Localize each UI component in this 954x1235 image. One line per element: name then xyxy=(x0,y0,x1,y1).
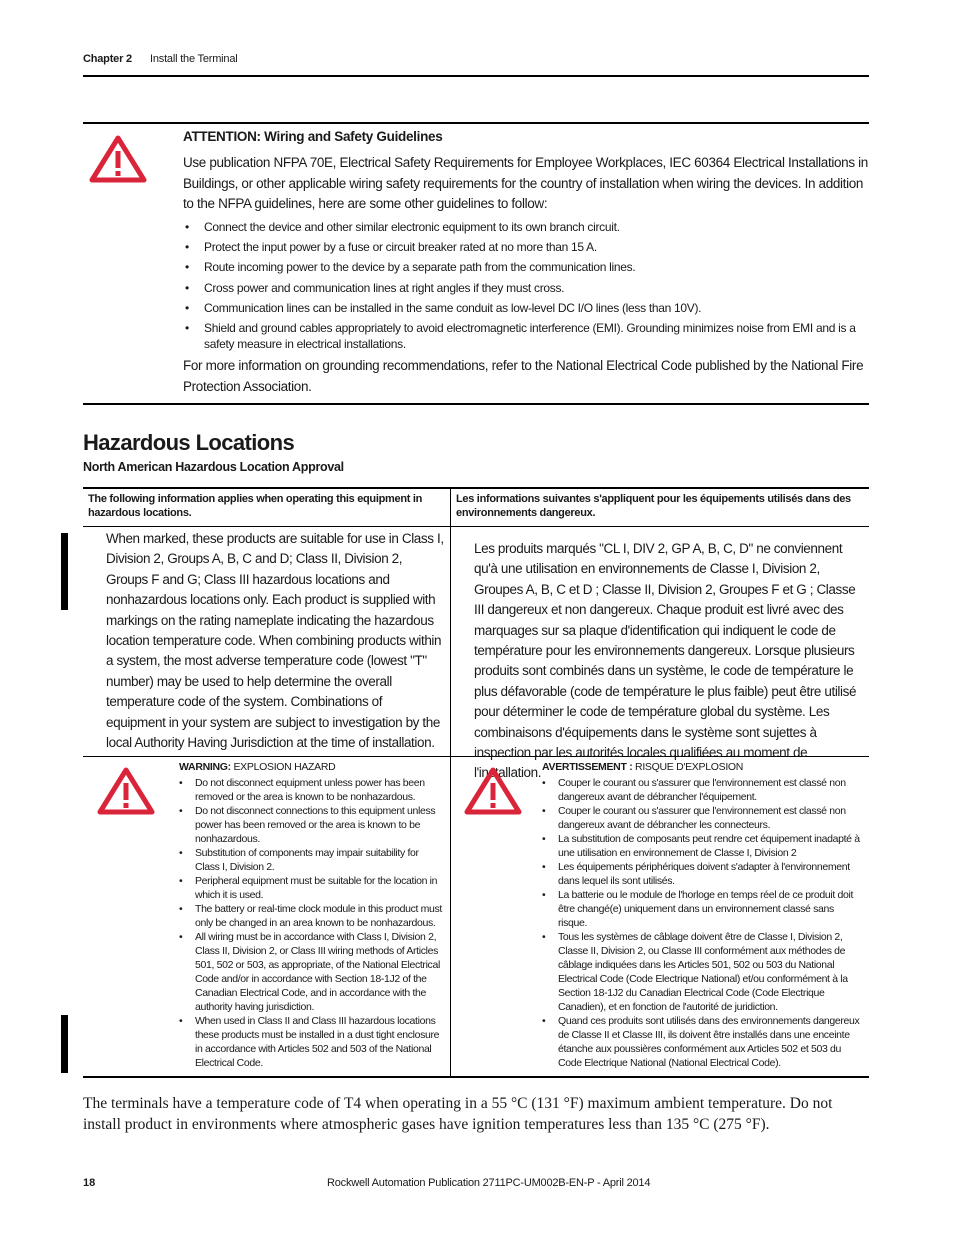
table-body-en: When marked, these products are suitable for use in Class I, Division 2, Groups A, B, C and D; Class II, Division 2, Groups F and G; Class III hazardous locations and nonhazardous locations only. Each product is supplied with markings on the rating nameplate indicating the hazardous location temperature code. When combining products within a system, the most adverse temperature code (lowest "T" number) may be used to help determine the overall temperature code of the system. Combinations of equipment in your system are subject to investigation by the local Authority Having Jurisdiction at the time of installation. xyxy=(106,531,444,751)
table-top-rule xyxy=(83,487,869,489)
list-item: • La substitution de composants peut rendre cet équipement inadapté à une utilisation en environnement de Classe I, Division 2 xyxy=(542,832,863,860)
attention-top-rule xyxy=(83,122,869,124)
warning-list-en xyxy=(179,776,445,1070)
list-item: • When used in Class II and Class III hazardous locations these products must be installed in a dust tight enclosure in accordance with Articles 502 and 503 of the National Electrical Code. xyxy=(179,1014,445,1070)
list-item: • Do not disconnect equipment unless power has been removed or the area is known to be nonhazardous. xyxy=(179,776,445,804)
warning-list-fr xyxy=(542,776,863,1070)
attention-title: ATTENTION: Wiring and Safety Guidelines xyxy=(183,129,443,144)
list-item: • Quand ces produits sont utilisés dans des environnements dangereux de Classe II et Classe III, ils doivent être installés dans une enceinte étanche aux poussières conformément aux Articles 502 et 503 du Code Electrique National (National Electrical Code). xyxy=(542,1014,863,1070)
warning-heading: EXPLOSION HAZARD xyxy=(233,761,336,773)
change-bar xyxy=(61,1015,68,1073)
section-label: Install the Terminal xyxy=(150,53,238,65)
table-body-fr: Les produits marqués "CL I, DIV 2, GP A, B, C, D" ne conviennent qu'à une utilisation en environnements de Classe I, Division 2, Groupes A, B, C et D ; Classe II, Division 2, Groupes F et G ; Classe III dangereux et non dangereux. Chaque produit est livré avec des marquages sur sa plaque d'identification qui indiquent le code de température pour les environnements dangereux. Lorsque plusieurs produits sont combinés dans un système, le code de température le plus défavorable (code de température le plus faible) peut être utilisé pour déterminer le code de température global du système. Les combinaisons d'équipements dans le système sont sujettes à inspection par les autorités locales qualifiées au moment de l'installation. xyxy=(474,541,857,781)
table-header-en: The following information applies when operating this equipment in hazardous locations. xyxy=(88,493,423,519)
warning-label: WARNING: xyxy=(179,761,231,773)
list-item: • Peripheral equipment must be suitable for the location in which it is used. xyxy=(179,874,445,902)
list-item: • Substitution of components may impair suitability for Class I, Division 2. xyxy=(179,846,445,874)
list-item: • Protect the input power by a fuse or circuit breaker rated at no more than 15 A. xyxy=(183,239,873,255)
temperature-code-paragraph: The terminals have a temperature code of T4 when operating in a 55 °C (131 °F) maximum ambient temperature. Do not install product in environments where atmospheric gases have ignition temperatures less than 135 °C (275 °F). xyxy=(83,1095,833,1133)
list-item: • Connect the device and other similar electronic equipment to its own branch circuit. xyxy=(183,219,873,235)
table-bottom-rule xyxy=(83,1076,869,1078)
attention-bottom-rule xyxy=(83,403,869,405)
section-subtitle: North American Hazardous Location Approval xyxy=(83,460,344,474)
change-bar xyxy=(61,533,68,610)
list-item: • Les équipements périphériques doivent s'adapter à l'environnement dans lequel ils sont utilisés. xyxy=(542,860,863,888)
list-item: • Do not disconnect connections to this equipment unless power has been removed or the area is known to be nonhazardous. xyxy=(179,804,445,846)
warning-triangle-icon xyxy=(97,766,155,816)
attention-intro: Use publication NFPA 70E, Electrical Safety Requirements for Employee Workplaces, IEC 60364 Electrical Installations in Buildings, or other applicable wiring safety requirements for the country of installation when wiring the devices. In addition to the NFPA guidelines, here are some other guidelines to follow: xyxy=(183,155,868,211)
list-item: • Cross power and communication lines at right angles if they must cross. xyxy=(183,280,873,296)
attention-more-info: For more information on grounding recommendations, refer to the National Electrical Code published by the National Fire Protection Association. xyxy=(183,358,864,394)
list-item: • Tous les systèmes de câblage doivent être de Classe I, Division 2, Classe II, Division 2, ou Classe III conformément aux méthodes de câblage indiquées dans les Articles 501, 502 ou 503 du National Electrical Code (Code Electrique National) et/ou conformément à la Section 18-1J2 du Canadian Electrical Code (Code Electrique Canadien), et en fonction de l'autorité de juridiction. xyxy=(542,930,863,1014)
warning-title-fr xyxy=(542,761,743,773)
warning-triangle-icon xyxy=(89,134,147,184)
warning-label: AVERTISSEMENT : xyxy=(542,761,633,773)
list-item: • The battery or real-time clock module in this product must only be changed in an area known to be nonhazardous. xyxy=(179,902,445,930)
list-item: • La batterie ou le module de l'horloge en temps réel de ce produit doit être changé(e) uniquement dans un environnement classé sans risque. xyxy=(542,888,863,930)
list-item: • Couper le courant ou s'assurer que l'environnement est classé non dangereux avant de débrancher l'équipement. xyxy=(542,776,863,804)
list-item: • Route incoming power to the device by a separate path from the communication lines. xyxy=(183,259,873,275)
publication-info: Rockwell Automation Publication 2711PC-UM002B-EN-P - April 2014 xyxy=(327,1177,651,1189)
page-number: 18 xyxy=(83,1177,96,1189)
table-column-divider xyxy=(450,487,451,1077)
warning-title-en xyxy=(179,761,335,773)
list-item: • Couper le courant ou s'assurer que l'environnement est classé non dangereux avant de débrancher les connecteurs. xyxy=(542,804,863,832)
section-title: Hazardous Locations xyxy=(83,430,295,455)
warning-triangle-icon xyxy=(464,766,522,816)
warning-heading: RISQUE D'EXPLOSION xyxy=(635,761,744,773)
table-header-fr: Les informations suivantes s'appliquent pour les équipements utilisés dans des environnements dangereux. xyxy=(456,493,851,519)
running-header xyxy=(83,53,238,65)
list-item: • Shield and ground cables appropriately to avoid electromagnetic interference (EMI). Grounding minimizes noise from EMI and is a safety measure in electrical installations. xyxy=(183,320,873,352)
chapter-label: Chapter 2 xyxy=(83,53,132,65)
table-header-rule xyxy=(83,526,869,527)
list-item: • All wiring must be in accordance with Class I, Division 2, Class II, Division 2, or Class III wiring methods of Articles 501, 502 or 503, as appropriate, of the National Electrical Code and/or in accordance with Section 18-1J2 of the Canadian Electrical Code, and in accordance with the authority having jurisdiction. xyxy=(179,930,445,1014)
header-rule xyxy=(83,75,869,77)
list-item: • Communication lines can be installed in the same conduit as low-level DC I/O lines (less than 10V). xyxy=(183,300,873,316)
attention-bullet-list xyxy=(183,219,873,356)
